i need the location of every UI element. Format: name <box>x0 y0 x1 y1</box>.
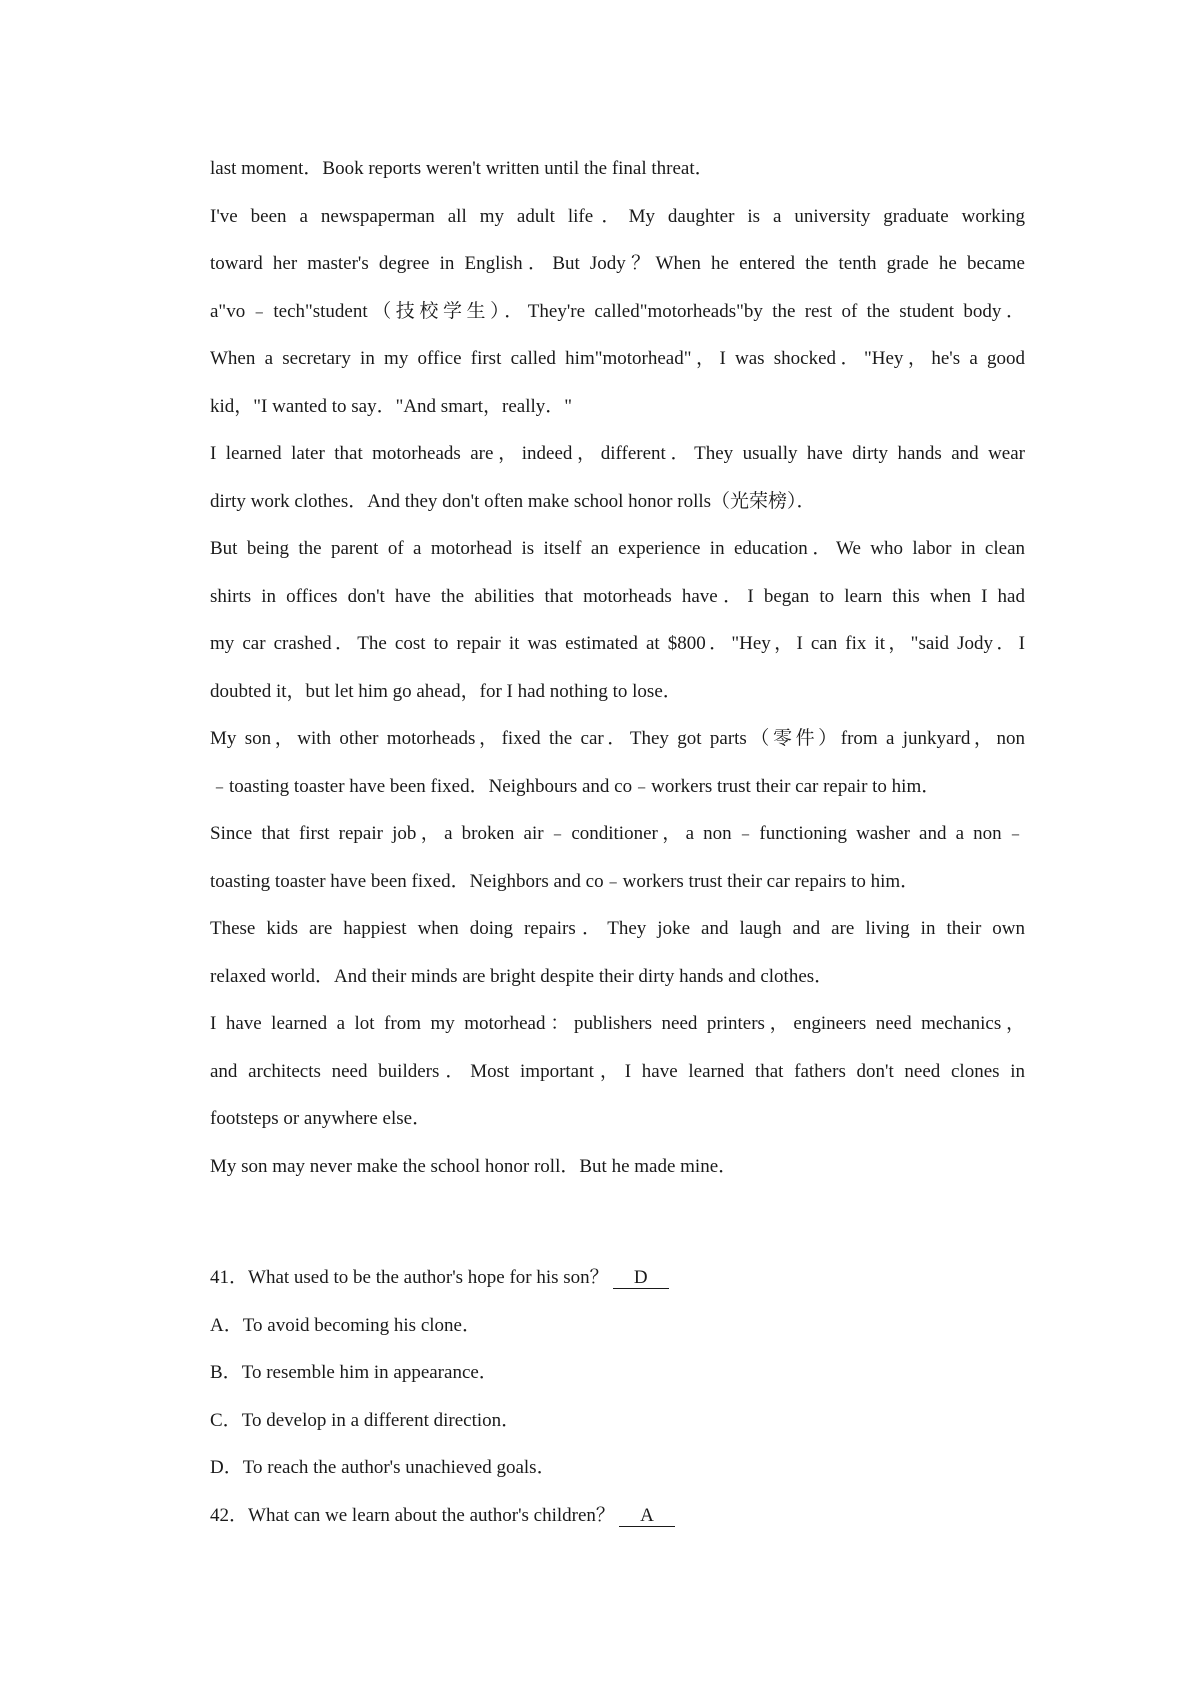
option-letter: C． <box>210 1409 242 1431</box>
passage-line: shirts in offices don't have the abilities that motorheads have．I began to learn this when I had <box>210 585 1025 607</box>
option-b <box>210 1349 1025 1397</box>
passage-line: I've been a newspaperman all my adult life．My daughter is a university graduate working <box>210 205 1025 227</box>
passage-line: I have learned a lot from my motorhead：publishers need printers，engineers need mechanics， <box>210 1013 1025 1034</box>
question-41 <box>210 1254 1025 1492</box>
question-number: 42． <box>210 1504 249 1526</box>
passage-line: When a secretary in my office first called him"motorhead"，I was shocked．"Hey，he's a good <box>210 348 1025 369</box>
passage-line: toasting toaster have been fixed．Neighbors and co﹣workers trust their car repairs to him． <box>210 870 920 892</box>
passage-line: But being the parent of a motorhead is itself an experience in education．We who labor in clean <box>210 538 1025 559</box>
question-number: 41． <box>210 1267 249 1288</box>
passage-line: My son may never make the school honor roll．But he made mine． <box>210 1155 738 1177</box>
answer-blank: A <box>619 1506 675 1527</box>
option-text: To resemble him in appearance． <box>241 1362 498 1383</box>
passage-line: dirty work clothes．And they don't often make school honor rolls（光荣榜）． <box>210 490 816 512</box>
option-letter: D． <box>210 1457 243 1478</box>
document-page <box>210 145 1025 1539</box>
answer-blank: D <box>613 1268 669 1289</box>
option-c <box>210 1397 1025 1445</box>
passage-line: toward her master's degree in English．But Jody？When he entered the tenth grade he became <box>210 253 1025 274</box>
passage-line: Since that first repair job，a broken air﹣conditioner，a non﹣functioning washer and a non﹣ <box>210 823 1025 844</box>
passage-line: footsteps or anywhere else． <box>210 1108 432 1129</box>
passage-line: I learned later that motorheads are，indeed，different．They usually have dirty hands and wear <box>210 443 1025 464</box>
question-stem <box>210 1254 1025 1302</box>
passage-line: ﹣toasting toaster have been fixed．Neighbours and co﹣workers trust their car repair to him． <box>210 775 941 797</box>
option-letter: B． <box>210 1362 242 1383</box>
option-text: To develop in a different direction． <box>241 1409 521 1431</box>
question-text: What can we learn about the author's children？ <box>248 1504 615 1526</box>
option-a <box>210 1302 1025 1350</box>
question-stem <box>210 1492 1025 1540</box>
passage-line: a"vo﹣tech"student（技校学生）．They're called"motorheads"by the rest of the student body． <box>210 300 1025 322</box>
passage-line: relaxed world．And their minds are bright despite their dirty hands and clothes． <box>210 965 834 987</box>
option-d <box>210 1444 1025 1492</box>
passage-line: last moment．Book reports weren't written until the final threat． <box>210 158 714 179</box>
option-text: To avoid becoming his clone． <box>242 1314 481 1336</box>
passage-line: doubted it，but let him go ahead，for I had nothing to lose． <box>210 680 682 702</box>
passage-line: and architects need builders．Most important，I have learned that fathers don't need clones in <box>210 1060 1025 1082</box>
passage-line: my car crashed．The cost to repair it was estimated at $800．"Hey，I can fix it，"said Jody．I <box>210 633 1025 654</box>
passage <box>210 145 1025 1190</box>
question-42 <box>210 1492 1025 1540</box>
option-text: To reach the author's unachieved goals． <box>242 1457 556 1478</box>
passage-line: These kids are happiest when doing repairs．They joke and laugh and are living in their own <box>210 918 1025 939</box>
passage-line: My son，with other motorheads，fixed the car．They got parts（零件）from a junkyard，non <box>210 728 1025 749</box>
passage-line: kid，"I wanted to say．"And smart，really．" <box>210 395 573 417</box>
question-text: What used to be the author's hope for his son？ <box>248 1267 609 1288</box>
option-letter: A． <box>210 1314 243 1336</box>
section-gap <box>210 1190 1025 1254</box>
